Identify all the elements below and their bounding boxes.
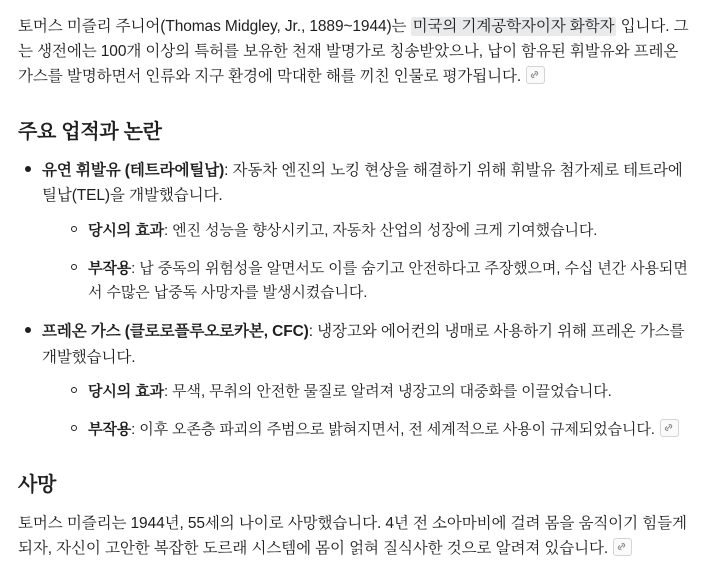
intro-highlight: 미국의 기계공학자이자 화학자 — [412, 18, 615, 35]
subitem-title: 당시의 효과 — [88, 382, 165, 400]
subitem-text — [88, 380, 690, 404]
subitem-body: : 엔진 성능을 향상시키고, 자동차 산업의 성장에 크게 기여했습니다. — [164, 221, 598, 239]
list-item — [66, 219, 690, 243]
item-body: : 자동차 엔진의 노킹 현상을 해결하기 위해 휘발유 첨가제로 테트라에틸납(TEL)을 개발했습니다. — [42, 162, 683, 205]
item-body: : 냉장고와 에어컨의 냉매로 사용하기 위해 프레온 가스를 개발했습니다. — [42, 323, 685, 366]
sub-list — [42, 219, 690, 306]
bullet-icon — [25, 327, 31, 333]
list-item — [66, 418, 690, 442]
list-item — [18, 319, 690, 442]
list-item — [18, 158, 690, 305]
link-citation-icon[interactable] — [613, 538, 632, 556]
subitem-body: : 이후 오존층 파괴의 주범으로 밝혀지면서, 전 세계적으로 사용이 규제되었습니다. — [131, 420, 655, 438]
item-text — [42, 158, 690, 208]
intro-text-after: 입니다. 그는 생전에는 100개 이상의 특허를 보유한 천재 발명가로 칭송받았으나, 납이 함유된 휘발유와 프레온 가스를 발명하면서 인류와 지구 환경에 막대한 해를 끼친 인물로 평가됩니다. — [18, 18, 689, 86]
bullet-hollow-icon — [71, 226, 77, 232]
bullet-hollow-icon — [71, 264, 77, 270]
sub-list — [42, 380, 690, 443]
subitem-body: : 납 중독의 위험성을 알면서도 이를 숨기고 안전하다고 주장했으며, 수십 년간 사용되면서 수많은 납중독 사망자를 발생시켰습니다. — [88, 259, 688, 302]
bullet-hollow-icon — [71, 387, 77, 393]
item-title: 유연 휘발유 (테트라에틸납) — [42, 162, 225, 180]
achievements-list — [18, 158, 690, 442]
subitem-title: 당시의 효과 — [88, 221, 165, 239]
item-title: 프레온 가스 (클로로플루오로카본, CFC) — [42, 323, 309, 341]
bullet-hollow-icon — [71, 425, 77, 431]
subitem-body: : 무색, 무취의 안전한 물질로 알려져 냉장고의 대중화를 이끌었습니다. — [164, 382, 612, 400]
subitem-text — [88, 418, 690, 442]
intro-paragraph — [18, 14, 690, 89]
item-text — [42, 319, 690, 369]
death-paragraph — [18, 511, 690, 561]
list-item — [66, 380, 690, 404]
death-text: 토머스 미즐리는 1944년, 55세의 나이로 사망했습니다. 4년 전 소아마비에 걸려 몸을 움직이기 힘들게 되자, 자신이 고안한 복잡한 도르래 시스템에 몸이 얽혀 질식사한 것으로 알려져 있습니다. — [18, 515, 687, 558]
subitem-title: 부작용 — [88, 259, 132, 277]
link-citation-icon[interactable] — [526, 66, 545, 84]
subitem-text — [88, 257, 690, 306]
link-citation-icon[interactable] — [660, 419, 679, 437]
list-item — [66, 257, 690, 306]
intro-text-before: 토머스 미즐리 주니어(Thomas Midgley, Jr., 1889~1944)는 — [18, 18, 411, 35]
bullet-icon — [25, 166, 31, 172]
section-heading-achievements: 주요 업적과 논란 — [18, 121, 162, 144]
subitem-text — [88, 219, 690, 243]
section-heading-death: 사망 — [18, 474, 57, 497]
subitem-title: 부작용 — [88, 420, 132, 438]
